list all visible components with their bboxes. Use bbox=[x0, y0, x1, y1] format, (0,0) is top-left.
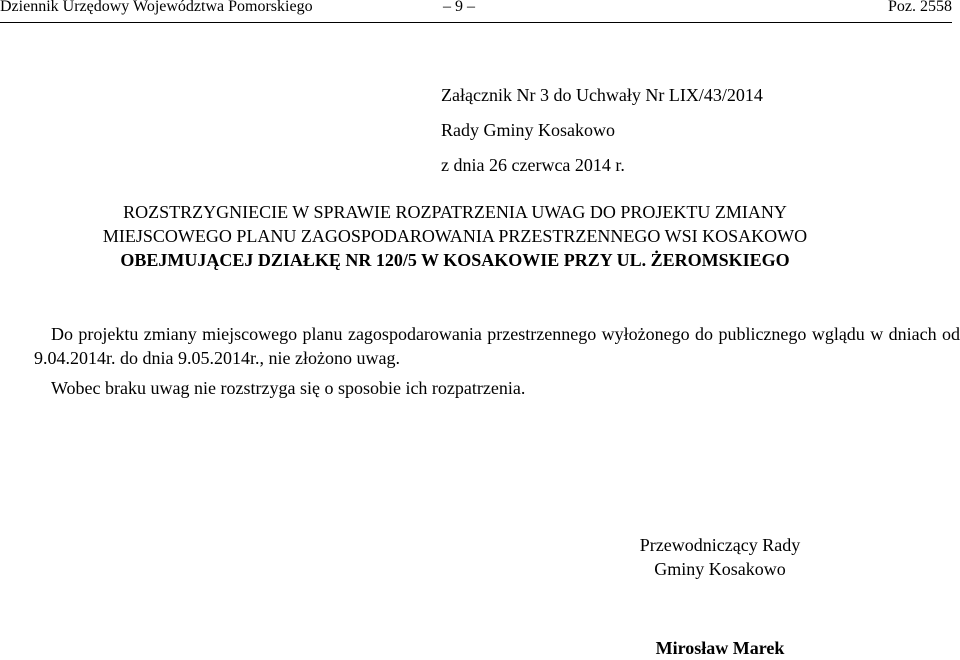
title-line-1: ROZSTRZYGNIECIE W SPRAWIE ROZPATRZENIA UWAG DO PROJEKTU ZMIANY bbox=[123, 202, 787, 222]
title-line-3: OBEJMUJĄCEJ DZIAŁKĘ NR 120/5 W KOSAKOWIE PRZY UL. ŻEROMSKIEGO bbox=[120, 250, 790, 270]
attachment-line-2: Rady Gminy Kosakowo bbox=[441, 120, 615, 140]
signatory-name: Mirosław Marek bbox=[655, 638, 785, 658]
signature-role-line-2: Gminy Kosakowo bbox=[654, 559, 786, 579]
attachment-line-1: Załącznik Nr 3 do Uchwały Nr LIX/43/2014 bbox=[441, 85, 763, 105]
title-line-2: MIEJSCOWEGO PLANU ZAGOSPODAROWANIA PRZESTRZENNEGO WSI KOSAKOWO bbox=[102, 226, 808, 246]
signature-role-line-1: Przewodniczący Rady bbox=[639, 535, 801, 555]
body-paragraph-1: Do projektu zmiany miejscowego planu zagospodarowania przestrzennego wyłożonego do publicznego wglądu w dniach od 9.04.2014r. do dnia 9.05.2014r., nie złożono uwag. bbox=[34, 324, 960, 368]
body-paragraph-2: Wobec braku uwag nie rozstrzyga się o sposobie ich rozpatrzenia. bbox=[51, 378, 526, 398]
document-title bbox=[0, 200, 910, 272]
attachment-block bbox=[441, 78, 763, 183]
attachment-line-3: z dnia 26 czerwca 2014 r. bbox=[441, 155, 625, 175]
page-header bbox=[0, 0, 952, 23]
page-number: – 9 – bbox=[443, 0, 475, 15]
position-number: Poz. 2558 bbox=[888, 0, 952, 15]
document-body bbox=[34, 322, 960, 400]
journal-title: Dziennik Urzędowy Województwa Pomorskiego bbox=[0, 0, 313, 15]
signature-block bbox=[600, 533, 840, 660]
